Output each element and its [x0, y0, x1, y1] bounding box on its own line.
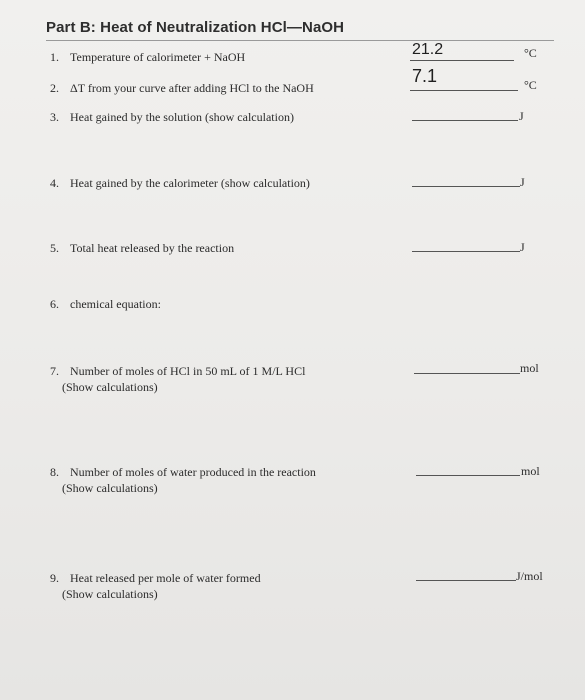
- question-7: [50, 363, 305, 395]
- question-5: [50, 240, 234, 256]
- question-9: [50, 570, 261, 602]
- question-6: [50, 296, 161, 312]
- answer-7-line[interactable]: [414, 373, 520, 374]
- question-number: 6.: [50, 297, 59, 311]
- answer-1-value: 21.2: [412, 41, 444, 58]
- question-text: Total heat released by the reaction: [70, 241, 235, 255]
- answer-9-unit: J/mol: [516, 569, 543, 583]
- question-text: Temperature of calorimeter + NaOH: [70, 50, 246, 64]
- question-text: chemical equation:: [70, 297, 161, 311]
- page-title: Part B: Heat of Neutralization HCl—NaOH: [46, 19, 345, 36]
- question-number: 8.: [50, 465, 59, 479]
- question-text: Heat gained by the solution (show calculation): [70, 110, 294, 124]
- question-number: 2.: [50, 81, 59, 95]
- question-number: 3.: [50, 110, 59, 124]
- answer-9-line[interactable]: [416, 580, 516, 581]
- question-1: [50, 49, 245, 65]
- question-text: Number of moles of water produced in the reaction: [70, 465, 316, 479]
- answer-4-line[interactable]: [412, 186, 520, 187]
- answer-2-line[interactable]: [410, 90, 518, 91]
- question-text: Heat gained by the calorimeter (show calculation): [70, 176, 310, 190]
- answer-2-unit: °C: [524, 78, 537, 92]
- answer-8-unit: mol: [521, 464, 540, 478]
- answer-1-unit: °C: [524, 46, 537, 60]
- question-subtext: (Show calculations): [62, 380, 158, 394]
- question-4: [50, 175, 310, 191]
- answer-7-unit: mol: [520, 361, 539, 375]
- answer-2-value: 7.1: [412, 66, 438, 86]
- answer-5-unit: J: [520, 240, 525, 254]
- question-subtext: (Show calculations): [62, 587, 158, 601]
- question-number: 5.: [50, 241, 59, 255]
- question-8: [50, 464, 316, 496]
- question-text: ΔT from your curve after adding HCl to the NaOH: [70, 81, 314, 95]
- question-number: 1.: [50, 50, 59, 64]
- question-3: [50, 109, 294, 125]
- answer-5-line[interactable]: [412, 251, 520, 252]
- question-number: 7.: [50, 364, 59, 378]
- question-number: 4.: [50, 176, 59, 190]
- answer-4-unit: J: [520, 175, 525, 189]
- question-2: [50, 80, 314, 96]
- answer-1-line[interactable]: [410, 60, 514, 61]
- question-number: 9.: [50, 571, 59, 585]
- answer-3-unit: J: [519, 109, 524, 123]
- answer-8-line[interactable]: [416, 475, 520, 476]
- question-text: Heat released per mole of water formed: [70, 571, 261, 585]
- question-subtext: (Show calculations): [62, 481, 158, 495]
- answer-3-line[interactable]: [412, 120, 518, 121]
- question-text: Number of moles of HCl in 50 mL of 1 M/L HCl: [70, 364, 306, 378]
- title-divider: [46, 40, 554, 41]
